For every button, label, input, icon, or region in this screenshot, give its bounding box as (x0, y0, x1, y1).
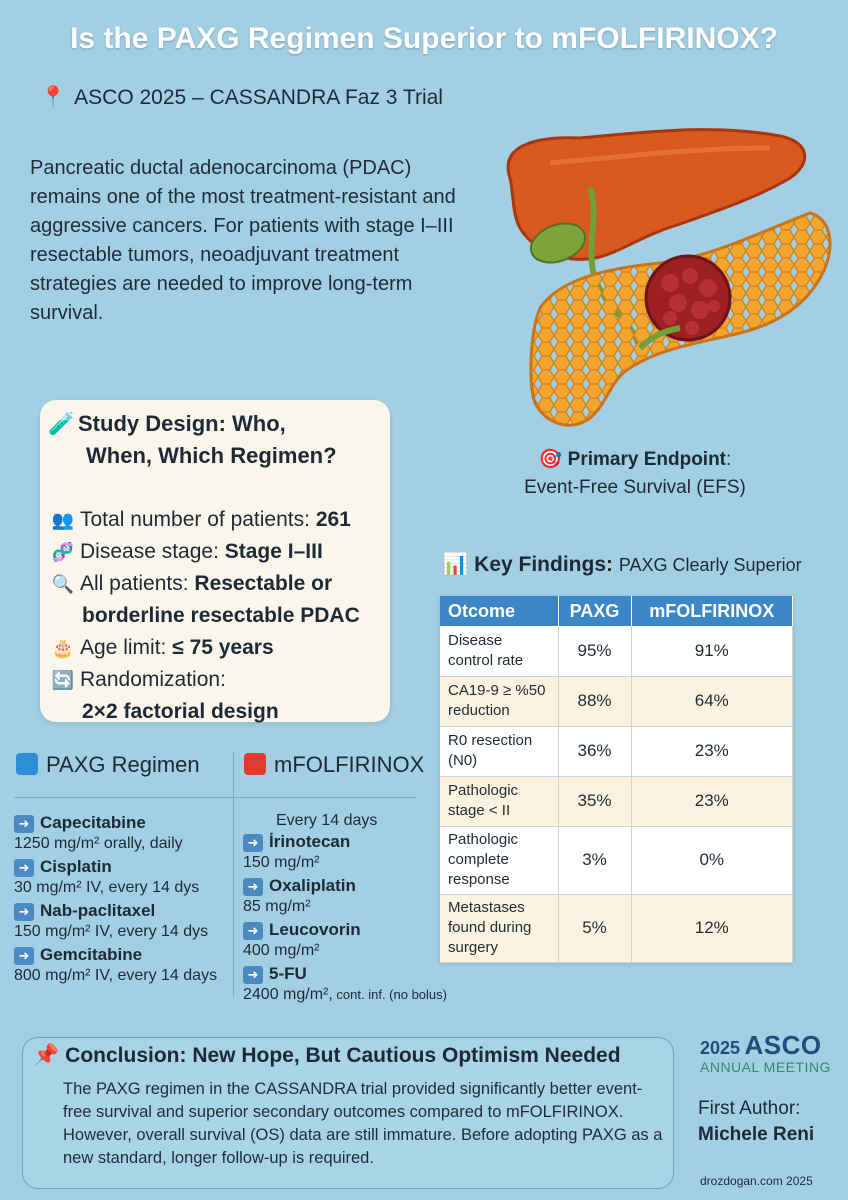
column-header: PAXG (558, 596, 631, 626)
arrow-right-icon: ➜ (14, 947, 34, 965)
drug-name: ➜ Nab-paclitaxel (14, 900, 234, 921)
dna-icon: 🧬 (51, 542, 75, 562)
table-row: R0 resection (N0) 36% 23% (440, 726, 793, 776)
magnifier-icon: 🔍 (51, 574, 75, 594)
paxg-heading: PAXG Regimen (16, 752, 200, 778)
conclusion-heading: 📌 Conclusion: New Hope, But Cautious Optimism Needed (33, 1044, 621, 1067)
page-title: Is the PAXG Regimen Superior to mFOLFIRINOX? (70, 22, 778, 55)
target-icon: 🎯 (538, 449, 563, 470)
divider (14, 797, 416, 798)
column-header: mFOLFIRINOX (631, 596, 793, 626)
table-row: Disease control rate 95% 91% (440, 626, 793, 676)
drug-name: ➜ Gemcitabine (14, 944, 234, 965)
column-header: Otcome (440, 596, 558, 626)
drug-name: ➜ Oxaliplatin (243, 875, 483, 896)
table-row: CA19-9 ≥ %50 reduction 88% 64% (440, 676, 793, 726)
drug-dose: 150 mg/m² IV, every 14 dys (14, 923, 209, 940)
pin-icon: 📍 (40, 86, 67, 109)
drug-dose: 30 mg/m² IV, every 14 dys (14, 879, 200, 896)
drug-dose: 800 mg/m² IV, every 14 days (14, 967, 218, 984)
red-square-icon (244, 753, 266, 775)
arrow-right-icon: ➜ (14, 903, 34, 921)
primary-endpoint: 🎯 Primary Endpoint: Event-Free Survival (EFS) (524, 449, 746, 498)
author-name: Michele Reni (698, 1124, 815, 1145)
asco-logo: 2025 ASCO ANNUAL MEETING (700, 1030, 831, 1075)
list-item: 🔍 All patients: Resectable or borderline resectable PDAC (46, 568, 406, 632)
list-item: 🎂 Age limit: ≤ 75 years (46, 632, 406, 664)
drug-dose: 150 mg/m² (243, 854, 320, 871)
drug-name: ➜ 5-FU (243, 963, 483, 984)
drug-dose: 400 mg/m² (243, 942, 320, 959)
cake-icon: 🎂 (51, 638, 75, 658)
credit-text: drozdogan.com 2025 (700, 1174, 813, 1188)
mfolfirinox-drug-list (243, 810, 483, 1007)
conclusion-body: The PAXG regimen in the CASSANDRA trial provided significantly better event-free survival and superior secondary outcomes compared to mFOLFIRINOX. However, overall survival (OS) data are still immature. Before adopting PAXG as a new standard, longer follow-up is required. (63, 1080, 663, 1167)
arrow-right-icon: ➜ (243, 966, 263, 984)
table-row: Metastases found during surgery 5% 12% (440, 894, 793, 962)
arrow-right-icon: ➜ (14, 859, 34, 877)
drug-dose: 2400 mg/m², cont. inf. (no bolus) (243, 986, 447, 1003)
drug-dose: 85 mg/m² (243, 898, 311, 915)
list-item: 🧬 Disease stage: Stage I–III (46, 536, 406, 568)
key-findings-heading: 📊 Key Findings: PAXG Clearly Superior (442, 553, 802, 576)
arrow-right-icon: ➜ (243, 878, 263, 896)
subtitle-text: ASCO 2025 – CASSANDRA Faz 3 Trial (74, 86, 443, 109)
subtitle (40, 86, 443, 110)
people-icon: 👥 (51, 510, 75, 530)
regimens-section (0, 752, 447, 1022)
blue-square-icon (16, 753, 38, 775)
drug-name: ➜ Capecitabine (14, 812, 234, 833)
primary-endpoint-value: Event-Free Survival (EFS) (524, 477, 746, 498)
study-design-heading: 🧪 Study Design: Who, When, Which Regimen? (48, 408, 378, 472)
drug-name: ➜ Leucovorin (243, 919, 483, 940)
pancreas-liver-illustration (490, 118, 835, 438)
drug-name: ➜ İrinotecan (243, 831, 483, 852)
list-item: 👥 Total number of patients: 261 (46, 504, 406, 536)
conclusion-card (22, 1037, 674, 1189)
author-block (698, 1096, 814, 1148)
list-item: 🔄 Randomization: 2×2 factorial design (46, 664, 406, 728)
arrow-right-icon: ➜ (14, 815, 34, 833)
bar-chart-icon: 📊 (442, 553, 469, 576)
mfolfirinox-heading: mFOLFIRINOX (244, 752, 424, 778)
intro-paragraph: Pancreatic ductal adenocarcinoma (PDAC) remains one of the most treatment-resistant and aggressive cancers. For patients with stage I–III resectable tumors, neoadjuvant treatment strategies are needed to improve long-term survival. (30, 157, 456, 324)
table-row: Pathologic stage < II 35% 23% (440, 776, 793, 826)
drug-name: ➜ Cisplatin (14, 856, 234, 877)
cycle-icon: 🔄 (51, 670, 75, 690)
author-label: First Author: (698, 1098, 801, 1119)
arrow-right-icon: ➜ (243, 922, 263, 940)
arrow-right-icon: ➜ (243, 834, 263, 852)
drug-dose: 1250 mg/m² orally, daily (14, 835, 183, 852)
test-tube-icon: 🧪 (48, 411, 76, 436)
table-header-row (440, 596, 793, 626)
results-table (440, 596, 793, 963)
pushpin-icon: 📌 (33, 1044, 60, 1067)
paxg-drug-list (14, 812, 234, 988)
schedule-text: Every 14 days (276, 812, 378, 829)
study-design-list (46, 504, 406, 728)
table-row: Pathologic complete response 3% 0% (440, 826, 793, 894)
